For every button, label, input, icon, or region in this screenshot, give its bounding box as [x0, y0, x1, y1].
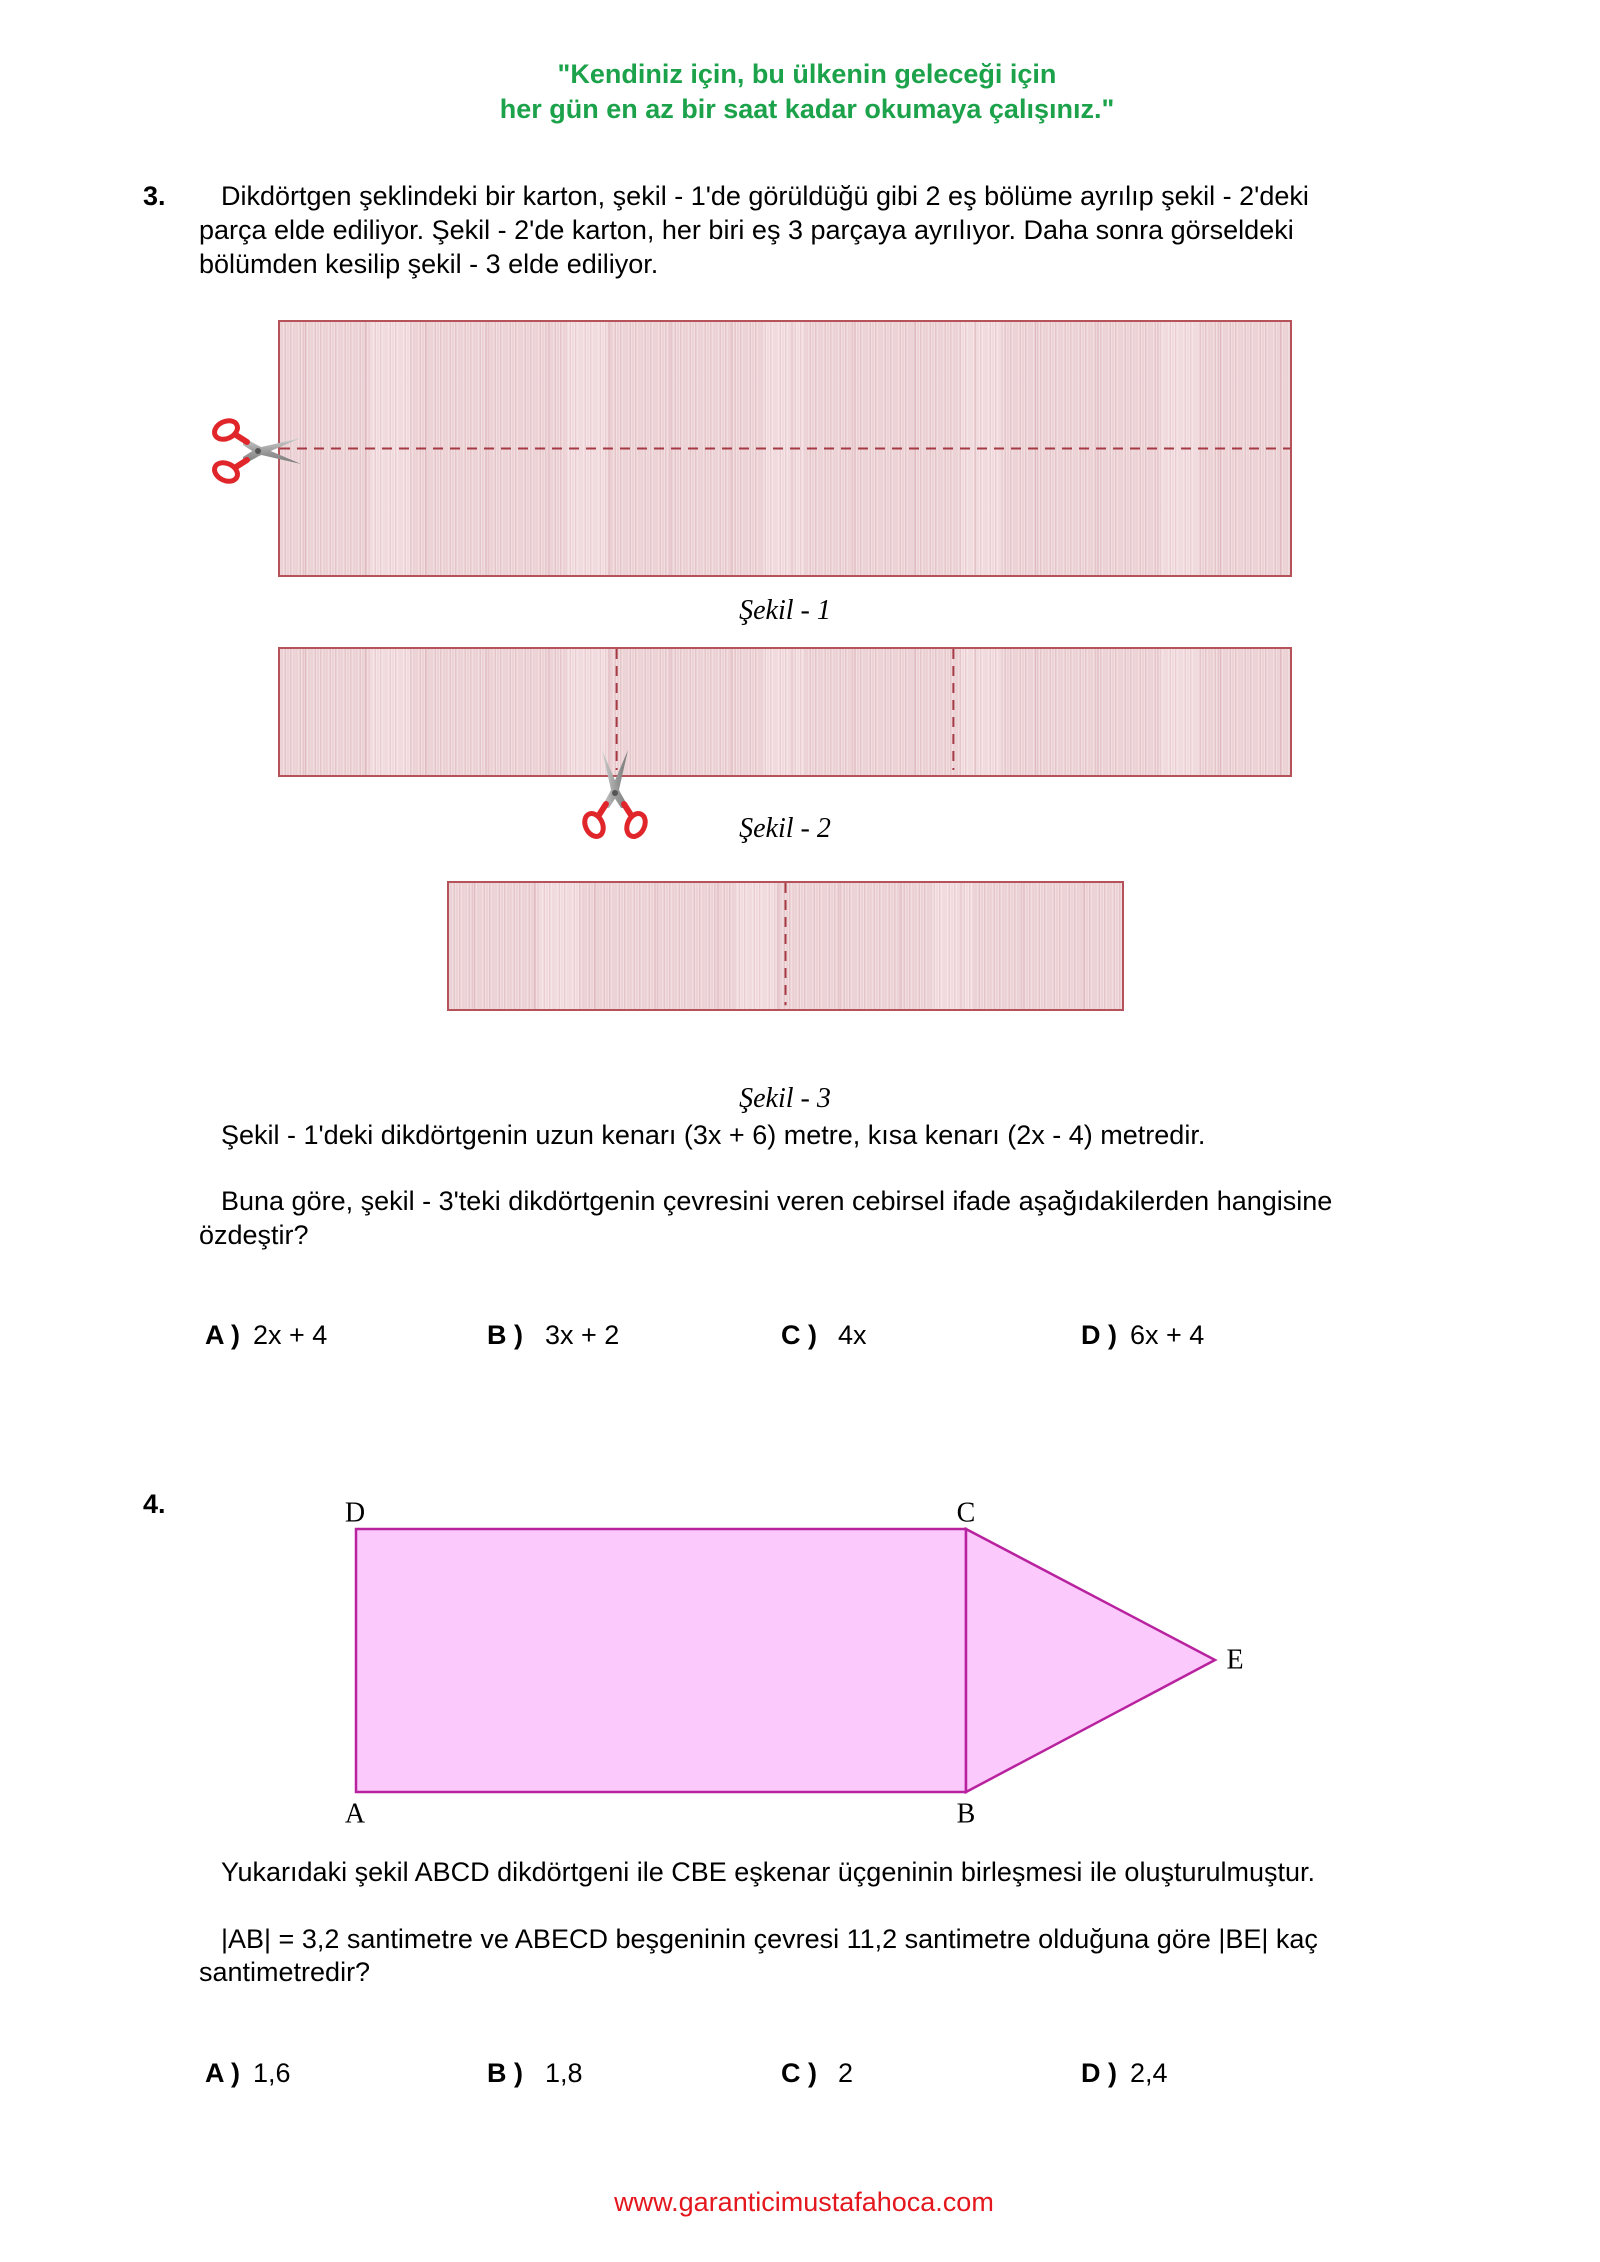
- vertex-label-e: E: [1226, 1644, 1244, 1676]
- cut-lines-vertical: [280, 649, 1290, 775]
- vertex-label-a: A: [344, 1798, 366, 1830]
- option-text: 6x + 4: [1130, 1320, 1205, 1350]
- question-3-prompt-line: Buna göre, şekil - 3'teki dikdörtgenin çevresini veren cebirsel ifade aşağıdakilerden hangisine: [221, 1186, 1333, 1216]
- option-text: 1,6: [253, 2058, 291, 2088]
- scissors-icon: [209, 415, 301, 487]
- option-text: 2x + 4: [253, 1320, 328, 1350]
- option-text: 1,8: [545, 2058, 583, 2088]
- option-label: C ): [781, 2058, 817, 2088]
- question-3-prompt-line: özdeştir?: [199, 1220, 309, 1250]
- option-text: 4x: [838, 1320, 867, 1350]
- option-label: B ): [487, 1320, 523, 1350]
- question-3-number: 3.: [143, 181, 166, 211]
- option-label: D ): [1081, 2058, 1117, 2088]
- cardboard-figure-3: [447, 881, 1124, 1011]
- rectangle-abcd: [356, 1529, 966, 1792]
- question-3-intro-line: Dikdörtgen şeklindeki bir karton, şekil - 1'de görüldüğü gibi 2 eş bölüme ayrılıp şekil - 2'deki: [221, 181, 1309, 211]
- question-3-given: Şekil - 1'deki dikdörtgenin uzun kenarı (3x + 6) metre, kısa kenarı (2x - 4) metredir.: [221, 1120, 1206, 1150]
- option-text: 2,4: [1130, 2058, 1168, 2088]
- option-label: A ): [205, 1320, 240, 1350]
- vertex-label-b: B: [956, 1798, 976, 1830]
- figure-2-caption: Şekil - 2: [739, 813, 831, 844]
- triangle-cbe: [966, 1529, 1215, 1792]
- header-quote-line-1: "Kendiniz için, bu ülkenin geleceği için: [557, 59, 1057, 89]
- option-label: A ): [205, 2058, 240, 2088]
- question-3-intro-line: parça elde ediliyor. Şekil - 2'de karton, her biri eş 3 parçaya ayrılıyor. Daha sonra görseldeki: [199, 215, 1294, 245]
- question-4-prompt-line: |AB| = 3,2 santimetre ve ABECD beşgeninin çevresi 11,2 santimetre olduğuna göre |BE| kaç: [221, 1924, 1318, 1954]
- figure-1-caption: Şekil - 1: [739, 595, 831, 626]
- question-4-statement: Yukarıdaki şekil ABCD dikdörtgeni ile CBE eşkenar üçgeninin birleşmesi ile oluşturulmuştur.: [221, 1857, 1316, 1887]
- pentagon-figure: [330, 1490, 1260, 1832]
- figure-3-caption: Şekil - 3: [739, 1083, 831, 1114]
- footer-website-link[interactable]: www.garanticimustafahoca.com: [614, 2187, 994, 2217]
- option-text: 2: [838, 2058, 854, 2088]
- question-4-prompt-line: santimetredir?: [199, 1957, 371, 1987]
- vertex-label-d: D: [344, 1497, 366, 1529]
- option-label: B ): [487, 2058, 523, 2088]
- cut-line-horizontal: [280, 322, 1290, 575]
- cardboard-figure-1: [278, 320, 1292, 577]
- option-text: 3x + 2: [545, 1320, 620, 1350]
- question-4-number: 4.: [143, 1489, 166, 1519]
- cardboard-figure-2: [278, 647, 1292, 777]
- cut-line-vertical: [449, 883, 1122, 1009]
- question-3-intro-line: bölümden kesilip şekil - 3 elde ediliyor.: [199, 249, 659, 279]
- vertex-label-c: C: [956, 1497, 976, 1529]
- header-quote-line-2: her gün en az bir saat kadar okumaya çalışınız.": [499, 94, 1115, 124]
- option-label: C ): [781, 1320, 817, 1350]
- option-label: D ): [1081, 1320, 1117, 1350]
